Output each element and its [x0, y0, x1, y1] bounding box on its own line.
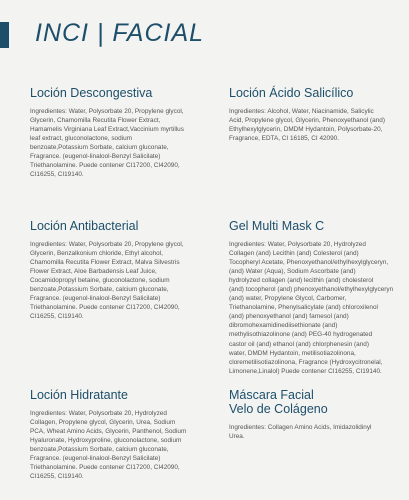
ingredients-text: Ingredientes: Water, Polysorbate 20, Hydrolyzed Collagen, Propylene glycol, Glycerin, Urea, Sodium PCA, Wheat Amino Acids, Glycerin, Panthenol, Sodium Hyaluronate, Hydroxyproline, gluconolactone, sodium benzoate,Potassium Sorbate, calcium gluconate, Fragrance. (eugenol-linalool-Benzyl Salicilate) Triethanolamine. Puede contener CI17200, CI42090, CI16255, CI19140. — [30, 410, 187, 481]
ingredients-text: Ingredientes: Collagen Amino Acids, Imidazolidinyl Urea. — [229, 424, 372, 441]
section-locion-antibacterial — [30, 219, 202, 321]
section-heading: Loción Descongestiva — [30, 86, 153, 100]
ingredients-text: Ingredientes: Water, Polysorbate 20, Propylene glycol, Glycerin, Chamomilla Recutita Flower Extract, Hamamelis Virginiana Leaf Extract,Vaccinium myrtillus leaf extract, gluconolactone, sodium benzoate,Potassium Sorbate, calcium gluconate, Fragrance. (eugenol-linalool-Benzyl Salicilate) Triethanolamine. Puede contener CI17200, CI42090, CI16255, CI19140. — [30, 108, 184, 179]
section-mascara-facial — [229, 388, 401, 441]
ingredients-text: Ingredientes: Water, Polysorbate 20, Hydrolyzed Collagen (and) Lecithin (and) Colesterol (and) Tocopheryl Acetate, Phenoxyethanol/ethylhexylglyceryn, (and) Water (Aqua), Sodium Ascorbate (and) hydrolyzed collagen (and) lecithin (and) cholesterol (and) tocopherol (and) phenoxyethanol/ethylhexylglyceryn (and) water, Propylene Glycol, Carbomer, Triethanolamine, Phenylsalicylate (and) chloroxilenol (and) phenoxyethanol (and) farnesol (and) dibromohexamidinediisethionate (and) methylisothiazolinone (and) PEG-40 hydrogenated castor oil (and) ethanol (and) chlorphenesin (and) water, DMDM Hydantoin, metilisotiazolinona, cloremetilisotiazolinona, Fragrance (Hydroxycitronelal, Limonene,Linalol) Puede contener CI16255, CI19140. — [229, 241, 394, 375]
section-gel-multi-mask-c — [229, 219, 401, 376]
section-heading: Gel Multi Mask C — [229, 219, 325, 233]
section-locion-acido-salicilico — [229, 86, 401, 143]
section-heading: Loción Antibacterial — [30, 219, 139, 233]
page-title: INCI | FACIAL — [35, 19, 205, 47]
ingredients-text: Ingredientes: Water, Polysorbate 20, Propylene glycol, Glycerin, Benzalkonium chloride, Ethyl alcohol, Chamomilla Recutita Flower Extract, Malva Silvestris Flower Extract, Aloe Barbadensis Leaf Juice, Cocamidopropyl betaine, gluconolactone, sodium benzoate,Potassium Sorbate, calcium gluconate, Fragrance. (eugenol-linalool-Benzyl Salicilate) Triethanolamine. Puede contener CI17200, CI42090, CI16255, CI19140. — [30, 241, 184, 321]
section-locion-descongestiva — [30, 86, 202, 179]
ingredients-text: Ingredientes: Alcohol, Water, Niacinamide, Salicylic Acid, Propylene glycol, Glycerin, Phenoxyethanol (and) Ethylhexylglycerin, DMDM Hydantoin, Polysorbate-20, Fragrance, EDTA, CI 16185, CI 42090. — [229, 108, 385, 143]
section-heading: Loción Ácido Salicílico — [229, 86, 354, 100]
section-heading: Máscara Facial Velo de Colágeno — [229, 388, 328, 416]
section-heading: Loción Hidratante — [30, 388, 128, 402]
section-locion-hidratante — [30, 388, 202, 481]
accent-bar — [0, 22, 9, 48]
